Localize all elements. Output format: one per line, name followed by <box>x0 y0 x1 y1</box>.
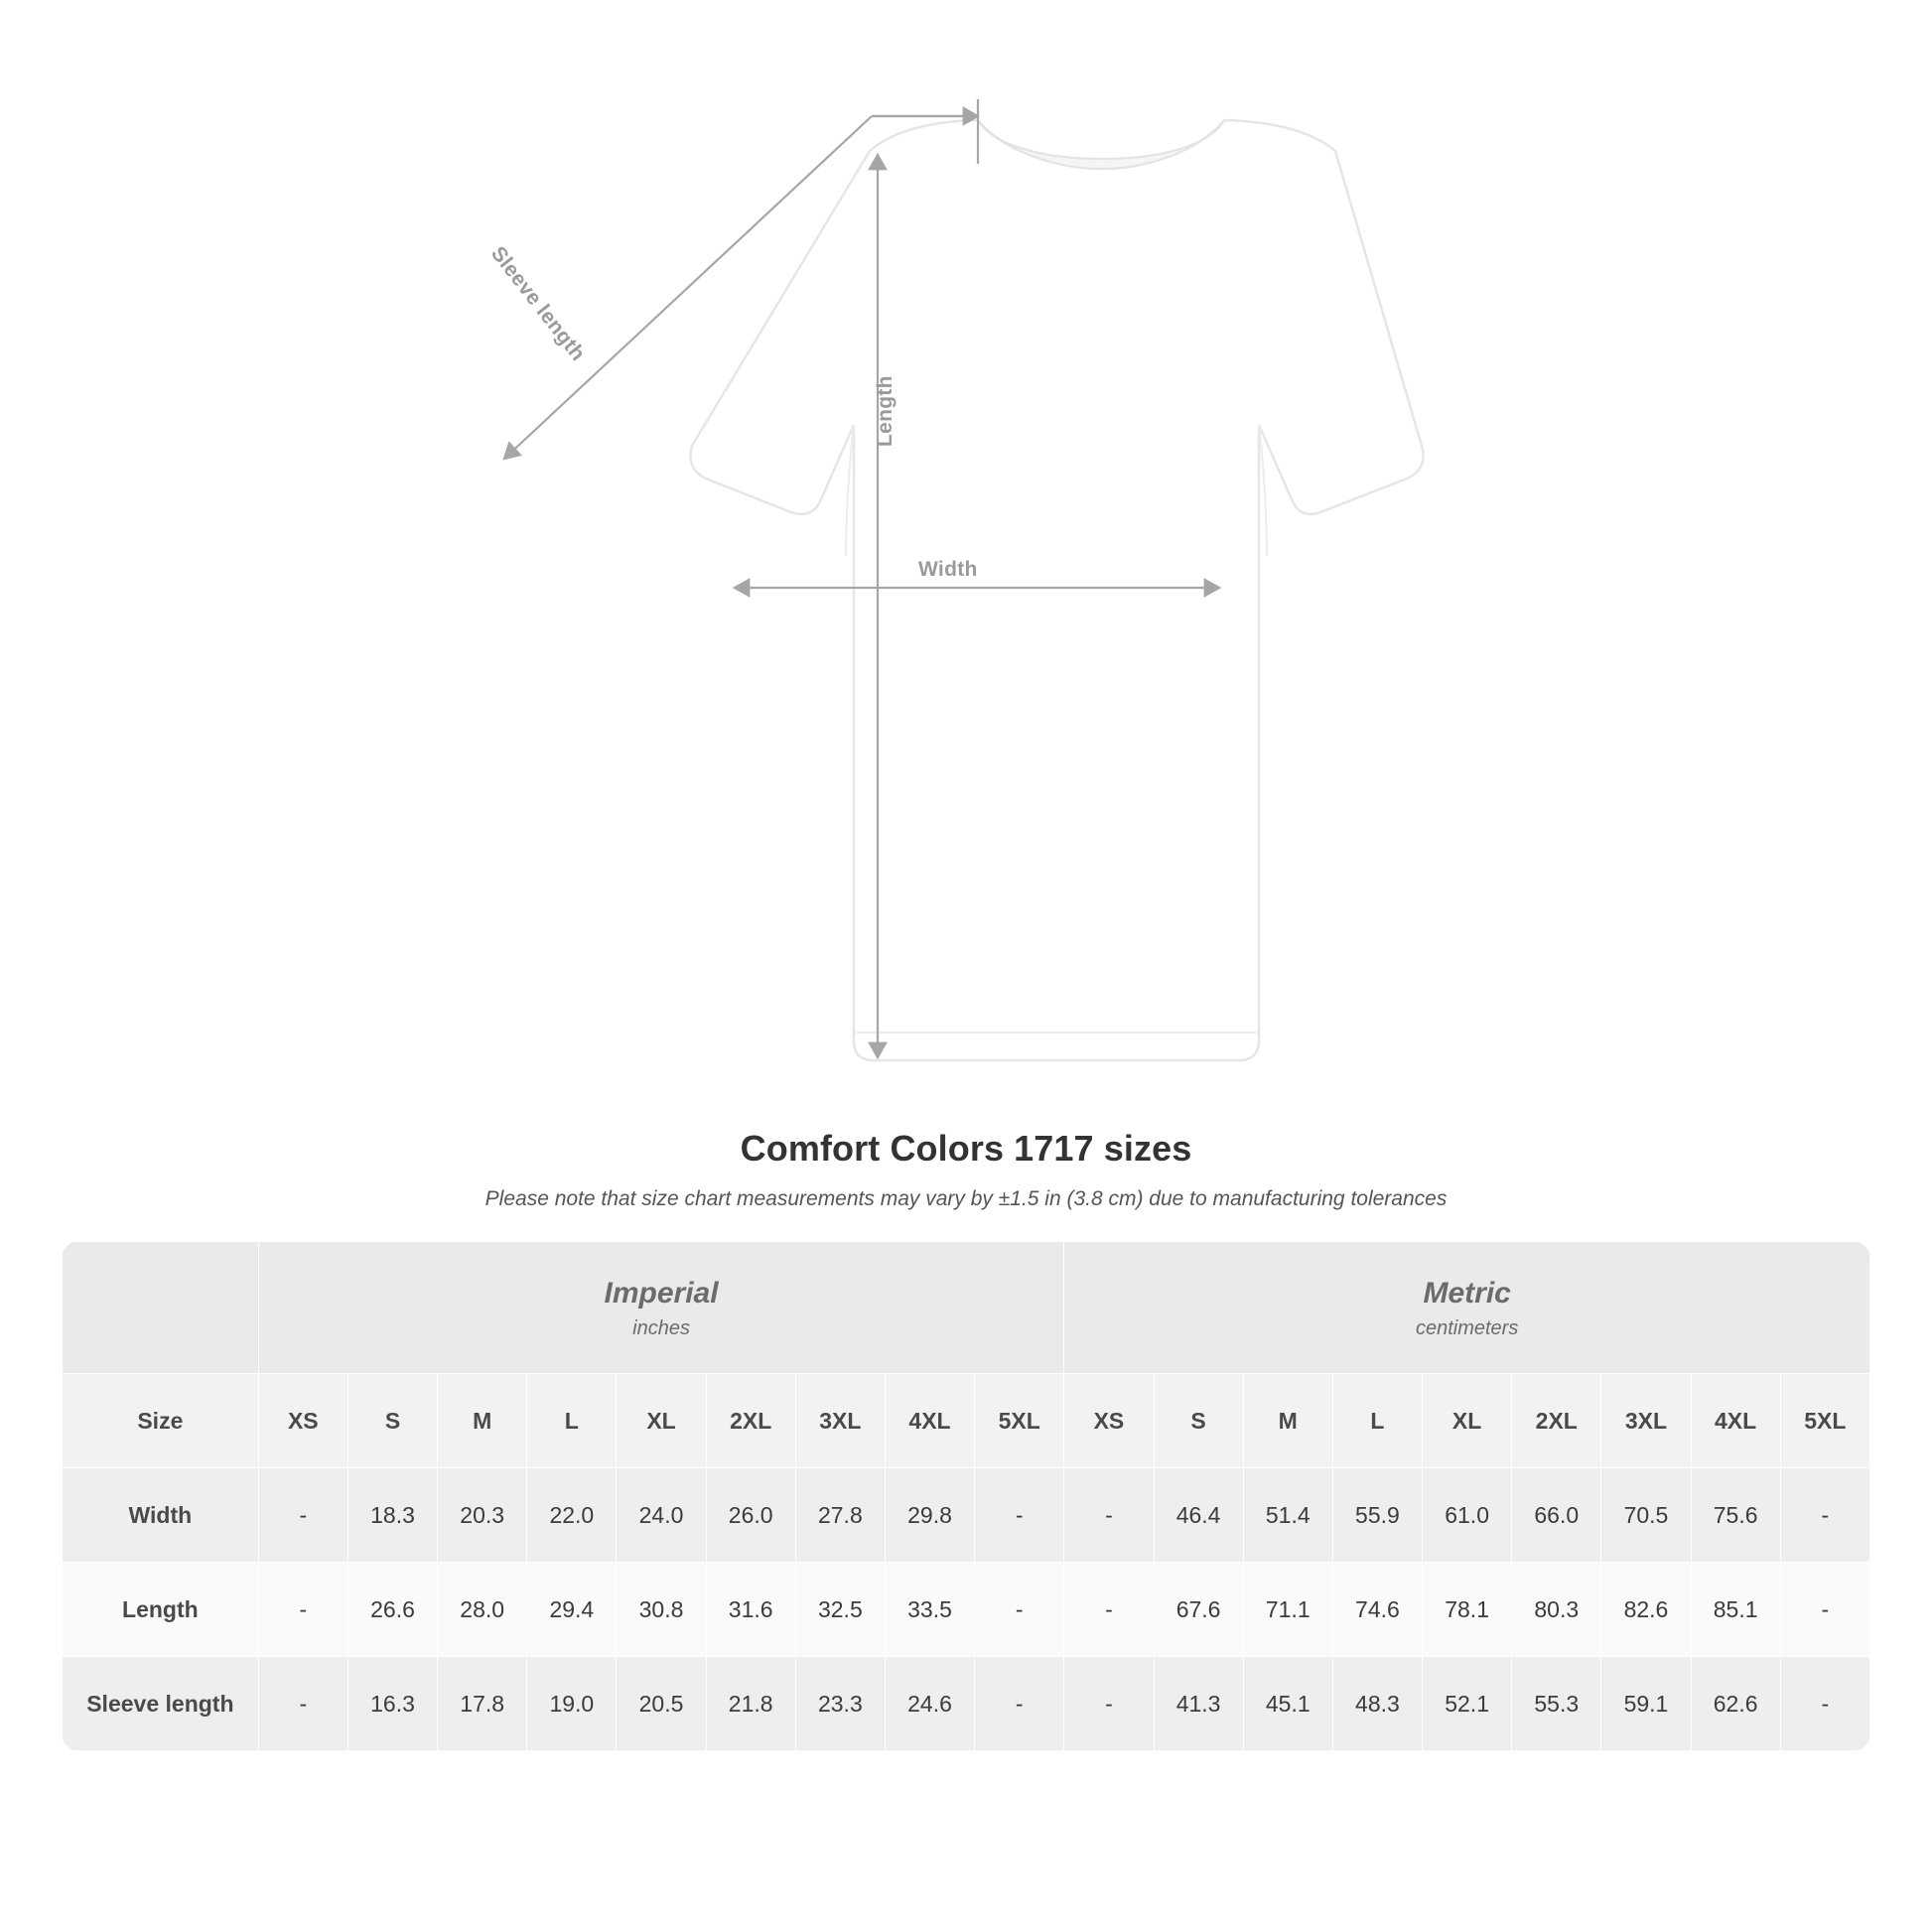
cell-width-metric-xs: - <box>1064 1468 1154 1563</box>
unit-header-row <box>63 1242 1870 1374</box>
cell-sleeve-imperial-2xl: 21.8 <box>706 1657 795 1751</box>
col-header-metric-xl: XL <box>1423 1374 1512 1468</box>
cell-width-imperial-m: 20.3 <box>438 1468 527 1563</box>
cell-width-metric-2xl: 66.0 <box>1512 1468 1601 1563</box>
col-header-metric-s: S <box>1154 1374 1243 1468</box>
tshirt-shape <box>690 120 1423 1060</box>
cell-width-metric-m: 51.4 <box>1243 1468 1332 1563</box>
cell-length-imperial-l: 29.4 <box>527 1563 617 1657</box>
row-label-length: Length <box>63 1563 259 1657</box>
cell-length-imperial-m: 28.0 <box>438 1563 527 1657</box>
metric-unit-sub: centimeters <box>1415 1316 1519 1339</box>
page-title: Comfort Colors 1717 sizes <box>740 1128 1192 1169</box>
cell-length-imperial-3xl: 32.5 <box>795 1563 885 1657</box>
size-header-row <box>63 1374 1870 1468</box>
size-table-wrapper <box>62 1241 1870 1751</box>
length-label: Length <box>874 375 897 447</box>
cell-sleeve-imperial-xs: - <box>258 1657 347 1751</box>
cell-width-metric-xl: 61.0 <box>1423 1468 1512 1563</box>
cell-width-metric-5xl: - <box>1780 1468 1869 1563</box>
sleeve-length-label: Sleeve length <box>485 242 590 365</box>
cell-length-imperial-4xl: 33.5 <box>885 1563 974 1657</box>
cell-length-imperial-xs: - <box>258 1563 347 1657</box>
cell-length-metric-3xl: 82.6 <box>1601 1563 1691 1657</box>
cell-sleeve-imperial-3xl: 23.3 <box>795 1657 885 1751</box>
col-header-metric-4xl: 4XL <box>1691 1374 1780 1468</box>
col-header-metric-3xl: 3XL <box>1601 1374 1691 1468</box>
col-header-imperial-m: M <box>438 1374 527 1468</box>
col-header-imperial-5xl: 5XL <box>975 1374 1064 1468</box>
col-header-imperial-3xl: 3XL <box>795 1374 885 1468</box>
table-row <box>63 1657 1870 1751</box>
cell-length-imperial-s: 26.6 <box>347 1563 437 1657</box>
cell-width-imperial-3xl: 27.8 <box>795 1468 885 1563</box>
col-header-imperial-4xl: 4XL <box>885 1374 974 1468</box>
imperial-unit-header <box>258 1242 1064 1374</box>
cell-width-imperial-l: 22.0 <box>527 1468 617 1563</box>
cell-length-metric-xs: - <box>1064 1563 1154 1657</box>
cell-sleeve-metric-3xl: 59.1 <box>1601 1657 1691 1751</box>
col-header-imperial-2xl: 2XL <box>706 1374 795 1468</box>
cell-width-imperial-5xl: - <box>975 1468 1064 1563</box>
col-header-imperial-s: S <box>347 1374 437 1468</box>
cell-width-imperial-4xl: 29.8 <box>885 1468 974 1563</box>
tolerance-note: Please note that size chart measurements may vary by ±1.5 in (3.8 cm) due to manufacturing tolerances <box>484 1187 1448 1210</box>
width-label: Width <box>918 558 978 581</box>
corner-cell <box>63 1242 259 1374</box>
cell-length-imperial-5xl: - <box>975 1563 1064 1657</box>
cell-sleeve-metric-m: 45.1 <box>1243 1657 1332 1751</box>
cell-width-metric-s: 46.4 <box>1154 1468 1243 1563</box>
cell-width-imperial-xs: - <box>258 1468 347 1563</box>
col-header-imperial-xl: XL <box>617 1374 706 1468</box>
imperial-unit-name: Imperial <box>604 1276 719 1310</box>
cell-width-imperial-s: 18.3 <box>347 1468 437 1563</box>
col-header-metric-xs: XS <box>1064 1374 1154 1468</box>
col-header-imperial-l: L <box>527 1374 617 1468</box>
cell-sleeve-imperial-4xl: 24.6 <box>885 1657 974 1751</box>
cell-sleeve-metric-4xl: 62.6 <box>1691 1657 1780 1751</box>
cell-length-metric-m: 71.1 <box>1243 1563 1332 1657</box>
cell-length-imperial-2xl: 31.6 <box>706 1563 795 1657</box>
title-block <box>0 1128 1932 1211</box>
cell-sleeve-metric-s: 41.3 <box>1154 1657 1243 1751</box>
row-label-width: Width <box>63 1468 259 1563</box>
size-table <box>62 1241 1870 1751</box>
imperial-unit-sub: inches <box>632 1316 690 1339</box>
cell-length-imperial-xl: 30.8 <box>617 1563 706 1657</box>
col-header-imperial-xs: XS <box>258 1374 347 1468</box>
cell-sleeve-imperial-5xl: - <box>975 1657 1064 1751</box>
cell-sleeve-imperial-s: 16.3 <box>347 1657 437 1751</box>
cell-width-imperial-xl: 24.0 <box>617 1468 706 1563</box>
metric-unit-header <box>1064 1242 1870 1374</box>
cell-sleeve-imperial-m: 17.8 <box>438 1657 527 1751</box>
cell-width-imperial-2xl: 26.0 <box>706 1468 795 1563</box>
size-header-label: Size <box>63 1374 259 1468</box>
metric-unit-name: Metric <box>1423 1276 1511 1310</box>
cell-width-metric-3xl: 70.5 <box>1601 1468 1691 1563</box>
cell-sleeve-metric-xs: - <box>1064 1657 1154 1751</box>
table-row <box>63 1563 1870 1657</box>
col-header-metric-5xl: 5XL <box>1780 1374 1869 1468</box>
cell-length-metric-5xl: - <box>1780 1563 1869 1657</box>
cell-length-metric-xl: 78.1 <box>1423 1563 1512 1657</box>
cell-length-metric-4xl: 85.1 <box>1691 1563 1780 1657</box>
cell-sleeve-metric-l: 48.3 <box>1332 1657 1422 1751</box>
col-header-metric-l: L <box>1332 1374 1422 1468</box>
cell-sleeve-metric-xl: 52.1 <box>1423 1657 1512 1751</box>
cell-sleeve-imperial-xl: 20.5 <box>617 1657 706 1751</box>
cell-length-metric-2xl: 80.3 <box>1512 1563 1601 1657</box>
cell-width-metric-l: 55.9 <box>1332 1468 1422 1563</box>
cell-length-metric-l: 74.6 <box>1332 1563 1422 1657</box>
cell-sleeve-metric-5xl: - <box>1780 1657 1869 1751</box>
col-header-metric-2xl: 2XL <box>1512 1374 1601 1468</box>
cell-sleeve-imperial-l: 19.0 <box>527 1657 617 1751</box>
cell-width-metric-4xl: 75.6 <box>1691 1468 1780 1563</box>
col-header-metric-m: M <box>1243 1374 1332 1468</box>
cell-sleeve-metric-2xl: 55.3 <box>1512 1657 1601 1751</box>
cell-length-metric-s: 67.6 <box>1154 1563 1243 1657</box>
table-row <box>63 1468 1870 1563</box>
row-label-sleeve-length: Sleeve length <box>63 1657 259 1751</box>
